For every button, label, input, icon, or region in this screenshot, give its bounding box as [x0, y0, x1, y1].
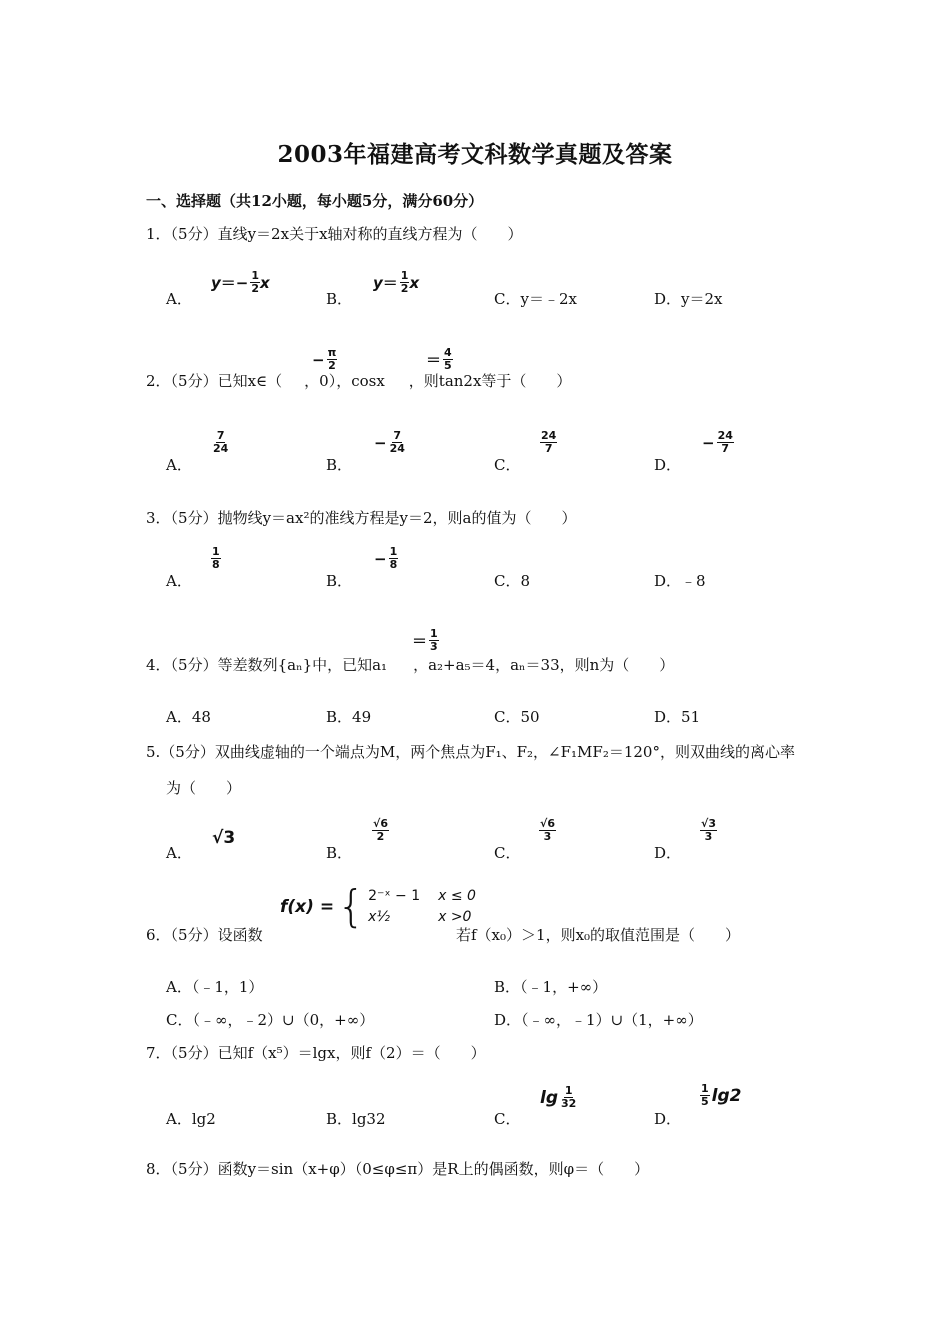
q7-option-c-math: lg $\frac{1}{32}$ — [540, 1084, 577, 1110]
q5-option-b: B． — [326, 844, 353, 862]
q7-option-c: C． — [494, 1110, 521, 1128]
q1-option-b-math: y ＝ $\frac{1}{2}$ x — [373, 269, 420, 295]
q3-option-a-math: $\frac{1}{8}$ — [212, 545, 220, 571]
q6-option-b: B．（﹣1，+∞） — [494, 978, 608, 996]
q2-option-c-math: $\frac{24}{7}$ — [541, 429, 557, 455]
q2-suffix: ，则tan2x等于（ ） — [408, 372, 572, 390]
q5-option-c: C． — [494, 844, 521, 862]
q7-option-a: A．lg2 — [166, 1110, 216, 1128]
page-title: 2003年福建高考文科数学真题及答案 — [277, 141, 673, 168]
q1-option-d: D．y＝2x — [654, 290, 723, 308]
q6-option-c: C．（﹣∞，﹣2）∪（0，+∞） — [166, 1011, 375, 1029]
q5-option-c-math: $\frac{√6}{3}$ — [540, 817, 555, 843]
q5-option-d-math: $\frac{√3}{3}$ — [701, 817, 716, 843]
q4-option-a: A．48 — [166, 708, 211, 726]
q3-option-c: C．8 — [494, 572, 531, 590]
q4-suffix: ，a₂+a₅＝4，aₙ＝33，则n为（ ） — [413, 656, 675, 674]
q3-option-d: D．﹣8 — [654, 572, 706, 590]
q1-option-b: B． — [326, 290, 353, 308]
q3-option-b-math: − $\frac{1}{8}$ — [374, 545, 398, 571]
question-6-suffix: 若f（x₀）＞1，则x₀的取值范围是（ ） — [456, 926, 741, 944]
q7-option-d: D． — [654, 1110, 682, 1128]
question-8: 8．（5分）函数y＝sin（x+φ）（0≤φ≤π）是R上的偶函数，则φ＝（ ） — [146, 1160, 650, 1178]
question-4 — [146, 654, 674, 675]
q2-prefix: 2．（5分）已知x∈（ — [146, 372, 283, 390]
q1-option-a-math: y ＝− $\frac{1}{2}$ x — [211, 269, 270, 295]
q7-option-b: B．lg32 — [326, 1110, 386, 1128]
q2-option-d: D． — [654, 456, 682, 474]
q2-option-c: C． — [494, 456, 521, 474]
question-5-line-1: 5.（5分）双曲线虚轴的一个端点为M，两个焦点为F₁、F₂，∠F₁MF₂＝120°，则双曲线的离心率 — [146, 743, 795, 761]
q2-math-four-fifths: ＝ $\frac{4}{5}$ — [426, 346, 452, 372]
q5-option-a: A． — [166, 844, 192, 862]
q7-option-d-math: $\frac{1}{5}$ lg2 — [701, 1082, 742, 1108]
q2-math-neg-pi-half: − $\frac{\pi}{2}$ — [312, 346, 337, 372]
q6-option-d: D．（﹣∞，﹣1）∪（1，+∞） — [494, 1011, 703, 1029]
q2-mid: ，0），cosx — [304, 372, 385, 390]
q4-option-d: D．51 — [654, 708, 701, 726]
q4-option-c: C．50 — [494, 708, 540, 726]
q1-option-c: C．y＝﹣2x — [494, 290, 577, 308]
question-3: 3．（5分）抛物线y＝ax²的准线方程是y＝2，则a的值为（ ） — [146, 509, 577, 527]
q1-option-a: A． — [166, 290, 192, 308]
q4-option-b: B．49 — [326, 708, 372, 726]
q3-option-a: A． — [166, 572, 192, 590]
q2-option-b-math: − $\frac{7}{24}$ — [374, 429, 405, 455]
question-7: 7．（5分）已知f（x⁵）＝lgx，则f（2）＝（ ） — [146, 1044, 486, 1062]
question-2 — [146, 370, 571, 391]
q5-option-a-math: √3 — [212, 828, 236, 848]
q4-prefix: 4．（5分）等差数列{aₙ}中，已知a₁ — [146, 656, 388, 674]
q2-option-a-math: $\frac{7}{24}$ — [213, 429, 229, 455]
q2-option-a: A． — [166, 456, 192, 474]
question-6-prefix: 6．（5分）设函数 — [146, 926, 263, 944]
q6-piecewise-function: f(x) = { 2⁻ˣ − 1 x ≤ 0 x½ x >0 — [280, 881, 476, 932]
q2-option-b: B． — [326, 456, 353, 474]
q2-option-d-math: − $\frac{24}{7}$ — [702, 429, 733, 455]
q6-brace: { — [337, 881, 366, 932]
q3-option-b: B． — [326, 572, 353, 590]
section-heading: 一、选择题（共12小题，每小题5分，满分60分） — [146, 192, 484, 210]
question-1: 1．（5分）直线y＝2x关于x轴对称的直线方程为（ ） — [146, 225, 523, 243]
q5-option-d: D． — [654, 844, 682, 862]
q5-option-b-math: $\frac{√6}{2}$ — [373, 817, 388, 843]
q6-option-a: A．（﹣1，1） — [166, 978, 264, 996]
q4-math-one-third: ＝ $\frac{1}{3}$ — [412, 627, 438, 653]
question-5-line-2: 为（ ） — [166, 779, 242, 797]
